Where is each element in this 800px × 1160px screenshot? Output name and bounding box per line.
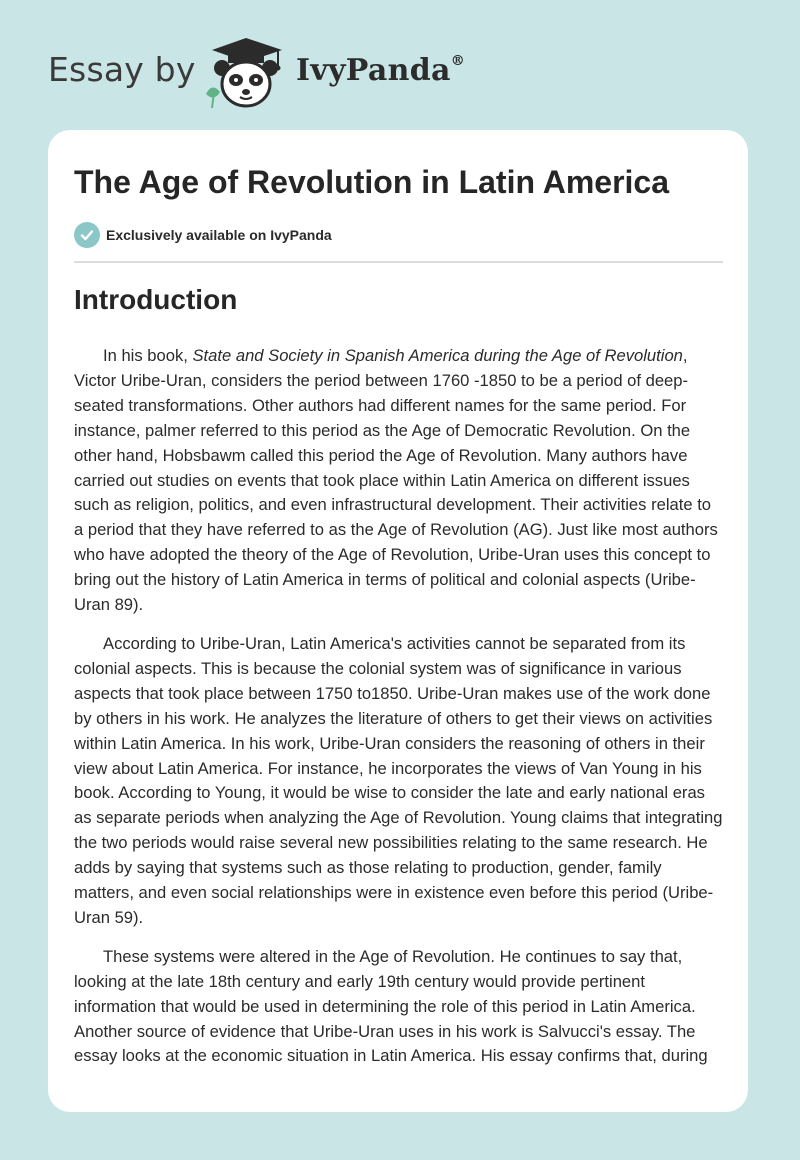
essay-card xyxy=(48,130,748,1112)
site-header xyxy=(0,0,800,130)
paragraph-text: , Victor Uribe-Uran, considers the period between 1760 -1850 to be a period of deep-seated transformations. Other authors had different names for the same period. For instance, palmer referred to this period as the Age of Democratic Revolution. On the other hand, Hobsbawm called this period the Age of Revolution. Many authors have carried out studies on events that took place within Latin America on different issues such as religion, politics, and even infrastructural development. Their activities relate to a period that they have referred to as the Age of Revolution (AG). Just like most authors who have adopted the theory of the Age of Revolution, Uribe-Uran uses this concept to bring out the history of Latin America in terms of political and colonial aspects (Uribe-Uran 89). xyxy=(74,346,718,615)
title-divider xyxy=(74,261,723,263)
panda-graduate-logo-icon[interactable] xyxy=(200,34,292,110)
paragraph: These systems were altered in the Age of Revolution. He continues to say that, looking at the late 18th century and early 19th century would provide pertinent information that would be used in determining the role of this period in Latin America. Another source of evidence that Uribe-Uran uses in his work is Salvucci's essay. The essay looks at the economic situation in Latin America. His essay confirms that, during xyxy=(74,946,708,1066)
paragraph xyxy=(74,344,724,618)
paragraph-text: In his book, xyxy=(103,346,193,365)
essay-by-label: Essay by xyxy=(48,50,196,89)
exclusive-badge xyxy=(74,222,332,248)
exclusive-badge-label: Exclusively available on IvyPanda xyxy=(106,227,332,243)
section-heading: Introduction xyxy=(74,284,238,315)
book-title: State and Society in Spanish America during the Age of Revolution xyxy=(192,346,683,365)
brand-name[interactable] xyxy=(296,53,465,88)
page-title: The Age of Revolution in Latin America xyxy=(74,164,670,200)
registered-mark: ® xyxy=(450,53,466,69)
brand-text: IvyPanda xyxy=(296,53,451,88)
check-circle-icon xyxy=(74,222,100,248)
paragraph: According to Uribe-Uran, Latin America's activities cannot be separated from its colonial aspects. This is because the colonial system was of significance in various aspects that took place between 1750 to1850. Uribe-Uran makes use of the work done by others in his work. He analyzes the literature of others to get their views on activities within Latin America. In his work, Uribe-Uran considers the reasoning of others in their view about Latin America. For instance, he incorporates the views of Van Young in his book. According to Young, it would be wise to consider the late and early national eras as separate periods when analyzing the Age of Revolution. Young claims that integrating the two periods would raise several new possibilities relating to the same research. He adds by saying that systems such as those relating to production, gender, family matters, and even social relationships were in existence even before this period (Uribe-Uran 59). xyxy=(74,633,723,927)
essay-body xyxy=(74,344,724,1083)
